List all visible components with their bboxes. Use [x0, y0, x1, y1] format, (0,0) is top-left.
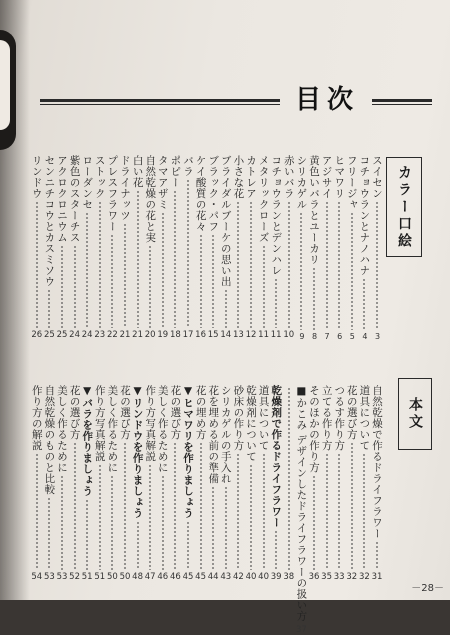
toc-entry — [357, 385, 371, 582]
toc-entry-title: 花の選び方 — [169, 385, 182, 440]
toc-entry-page: 21 — [132, 330, 143, 340]
dot-leader — [376, 201, 378, 330]
toc-entry-title: ブライダルブーケの思い出 — [219, 155, 232, 287]
toc-entry-page: 47 — [144, 572, 156, 582]
toc-entry — [93, 155, 107, 340]
toc-entry — [55, 385, 69, 582]
toc-entry — [105, 385, 119, 582]
toc-entry — [219, 155, 233, 340]
toc-entry — [257, 155, 271, 340]
toc-entry — [231, 385, 245, 582]
toc-entry-title: ■かこみ デザインしたドライフラワーの扱い方 — [295, 385, 308, 622]
toc-entry-page: 8 — [310, 332, 319, 340]
toc-entry-page: 46 — [169, 572, 181, 582]
toc-entry-title: 赤いバラ — [282, 155, 295, 199]
dot-leader — [300, 212, 302, 330]
toc-entry — [282, 385, 296, 582]
toc-entry — [282, 155, 296, 340]
toc-entry-page: 45 — [195, 572, 206, 582]
toc-entry-title: ケイ酸質の花々 — [194, 155, 207, 232]
dot-leader — [124, 442, 126, 570]
toc-entry-page: 52 — [69, 572, 80, 582]
toc-entry-page: 3 — [373, 332, 382, 340]
toc-entry-title: つるす作り方 — [333, 385, 346, 451]
toc-entry — [80, 155, 94, 340]
toc-entry-title: センニチコウとカスミソウ — [43, 155, 56, 287]
toc-entry — [320, 385, 334, 582]
dot-leader — [61, 245, 63, 328]
dot-leader — [313, 267, 315, 330]
toc-entry-page: 11 — [270, 330, 282, 340]
dot-leader — [275, 530, 277, 570]
toc-entry — [181, 155, 195, 340]
dot-leader — [200, 442, 202, 570]
toc-entry — [68, 155, 82, 340]
toc-entry — [206, 385, 220, 582]
toc-entry — [257, 385, 271, 582]
toc-entry-page: 4 — [360, 332, 370, 340]
dot-leader — [351, 442, 353, 570]
toc-entry-page: 20 — [144, 330, 156, 340]
dot-leader — [111, 234, 113, 328]
toc-entry — [194, 385, 208, 582]
dot-leader — [263, 453, 265, 570]
toc-entry — [219, 385, 233, 582]
toc-entry-title: ブラック・パフ — [207, 155, 220, 232]
toc-entry — [332, 155, 346, 340]
dot-leader — [174, 442, 176, 570]
toc-entry-page: 25 — [43, 330, 55, 340]
dot-leader — [86, 499, 88, 571]
toc-entry — [320, 155, 334, 340]
dot-leader — [187, 179, 189, 328]
toc-entry — [30, 385, 44, 582]
opposite-page-edge-inner — [0, 40, 10, 130]
toc-entry — [370, 385, 384, 582]
dot-leader — [212, 486, 214, 570]
page-number: －28－ — [411, 583, 444, 594]
dot-leader — [137, 190, 139, 328]
dot-leader — [338, 201, 340, 330]
toc-entry-page: 40 — [258, 572, 269, 582]
dot-leader — [237, 453, 239, 570]
dot-leader — [288, 387, 290, 570]
toc-entry-page: 21 — [119, 330, 131, 340]
toc-entry-page: 9 — [297, 332, 307, 340]
toc-entry-title: アジサイ — [320, 155, 333, 199]
toc-entry-page: 32 — [358, 572, 370, 582]
toc-entry — [131, 385, 145, 582]
toc-entry-page: 26 — [31, 330, 43, 340]
toc-entry — [345, 385, 359, 582]
toc-entry-page: 24 — [69, 330, 80, 340]
toc-entry-title: 道具について — [358, 385, 371, 451]
toc-entry — [143, 385, 157, 582]
toc-entry — [332, 385, 346, 582]
dot-leader — [363, 278, 365, 330]
toc-entry-title: 立てる作り方 — [320, 385, 333, 451]
toc-entry-page: 5 — [347, 332, 357, 340]
toc-entry-title: シリカゲル — [295, 155, 308, 210]
toc-entry — [244, 155, 258, 340]
toc-entry — [131, 155, 145, 340]
toc-entry-page: 35 — [321, 572, 332, 582]
toc-entry — [118, 385, 132, 582]
toc-entry-title: ▼リンドウを作りましょう — [131, 385, 144, 519]
toc-entry-page: 48 — [132, 572, 143, 582]
dot-leader — [250, 464, 252, 570]
toc-entry-title: ローダンセ — [81, 155, 94, 210]
toc-entry-page: 13 — [232, 330, 244, 340]
toc-entry-title: ストック — [93, 155, 106, 199]
toc-entry-page: 53 — [56, 572, 68, 582]
toc-entry-page: 36 — [308, 572, 320, 582]
toc-entry-page: 16 — [195, 330, 206, 340]
toc-entry-page: 19 — [157, 330, 169, 340]
dot-leader — [162, 212, 164, 328]
toc-entry-page: 15 — [207, 330, 219, 340]
toc-entry-page: 45 — [182, 572, 194, 582]
toc-entry — [42, 155, 56, 340]
toc-entry-title: ヒマワリ — [333, 155, 346, 199]
toc-entry-page: 51 — [94, 572, 106, 582]
toc-entry-page: 18 — [169, 330, 181, 340]
dot-leader — [36, 453, 38, 570]
dot-leader — [86, 212, 88, 328]
toc-entry-page: 40 — [245, 572, 257, 582]
toc-entry — [55, 155, 69, 340]
toc-entry-page: 31 — [371, 572, 383, 582]
toc-entry-title: リンドウ — [30, 155, 43, 199]
section-label-text: カラー口絵 — [396, 164, 412, 250]
toc-entry — [294, 385, 308, 635]
toc-entry-page: 10 — [283, 330, 295, 340]
toc-entry-title: バラ — [182, 155, 194, 177]
toc-entry-page: 17 — [182, 330, 194, 340]
toc-entry-title: タマアザミ — [156, 155, 169, 210]
toc-entry — [68, 385, 82, 582]
dot-leader — [376, 541, 378, 570]
dot-leader — [99, 464, 101, 570]
toc-entry-title: 花の選び方 — [68, 385, 81, 440]
toc-entry-page: 23 — [94, 330, 106, 340]
toc-entry-title: 作り方写真解説 — [93, 385, 106, 462]
dot-leader — [250, 201, 252, 328]
dot-leader — [212, 234, 214, 328]
header-rule-right — [372, 99, 432, 102]
toc-entry — [42, 385, 56, 582]
toc-entry — [105, 155, 119, 340]
dot-leader — [288, 201, 290, 328]
toc-entry — [194, 155, 208, 340]
toc-entry — [269, 155, 283, 340]
toc-entry-title: プレスフラワー — [106, 155, 119, 232]
toc-entry-title: 乾燥剤で作るドライフラワー — [270, 385, 283, 528]
toc-entry-page: 54 — [31, 572, 43, 582]
toc-entry-page: 24 — [81, 330, 93, 340]
dot-leader — [74, 442, 76, 570]
dot-leader — [363, 453, 365, 570]
toc-entry-title: 道具について — [257, 385, 270, 451]
dot-leader — [36, 201, 38, 328]
toc-entry-title: シリカゲルの手入れ — [219, 385, 232, 484]
dot-leader — [48, 497, 50, 570]
toc-entry-title: 白い花 — [131, 155, 144, 188]
toc-entry — [80, 385, 94, 582]
toc-entry-title: ドライナッツ — [119, 155, 131, 221]
toc-entry-title: そのほかの作り方 — [308, 385, 320, 473]
dot-leader — [326, 201, 328, 330]
toc-entry-title: 花の選び方 — [119, 385, 131, 440]
toc-entry — [156, 155, 170, 340]
toc-entry-title: 作り方写真解説 — [144, 385, 157, 462]
toc-entry-page: 22 — [106, 330, 118, 340]
toc-entry-page: 42 — [232, 572, 244, 582]
dot-leader — [338, 453, 340, 570]
toc-entry-title: 自然乾燥で作るドライフラワー — [371, 385, 383, 539]
toc-entry — [294, 155, 308, 340]
toc-entry-title: 自然乾燥のものと比較 — [43, 385, 56, 495]
toc-entry — [168, 155, 182, 340]
toc-entry-page: 25 — [56, 330, 68, 340]
toc-entry — [143, 155, 157, 340]
toc-entry-title: 美しく作るために — [106, 385, 119, 473]
toc-entry-page: 11 — [258, 330, 269, 340]
dot-leader — [48, 289, 50, 328]
toc-entry-title: 紫色のスターチス — [68, 155, 81, 243]
toc-entry-title: 花の埋め方 — [194, 385, 207, 440]
dot-leader — [99, 201, 101, 328]
toc-entry-page: 32 — [346, 572, 358, 582]
dot-leader — [174, 190, 176, 328]
toc-entry — [370, 155, 384, 340]
toc-entry-title: ▼ヒマワリを作りましょう — [182, 385, 194, 519]
toc-entry-title: メタリックローズ — [257, 155, 270, 243]
toc-entry — [168, 385, 182, 582]
toc-entry-title: 作り方の解説 — [30, 385, 43, 451]
dot-leader — [200, 234, 202, 328]
toc-entry-title: 花の選び方 — [345, 385, 358, 440]
toc-entry-page: 50 — [106, 572, 118, 582]
toc-entry — [206, 155, 220, 340]
toc-entry — [231, 155, 245, 340]
toc-entry — [181, 385, 195, 582]
dot-leader — [326, 453, 328, 570]
dot-leader — [149, 464, 151, 570]
dot-leader — [275, 278, 277, 328]
page-title: 目次 — [294, 85, 359, 115]
dot-leader — [137, 521, 139, 571]
toc-entry — [357, 155, 371, 340]
dot-leader — [162, 475, 164, 570]
dot-leader — [263, 245, 265, 328]
toc-entry-title: コチョウランとナノハナ — [358, 155, 371, 276]
header-rule-left — [40, 99, 280, 102]
toc-entry — [345, 155, 359, 340]
toc-entry-title: 黄色いバラとユーカリ — [308, 155, 320, 265]
section-label-main-text — [398, 378, 432, 450]
toc-entry — [93, 385, 107, 582]
dot-leader — [124, 223, 126, 328]
toc-entry-page: 33 — [333, 572, 345, 582]
toc-entry-page: 14 — [220, 330, 232, 340]
dot-leader — [225, 486, 227, 570]
toc-entry-title: ポピー — [169, 155, 182, 188]
dot-leader — [74, 245, 76, 328]
toc-entry-page: 46 — [157, 572, 169, 582]
toc-entry — [156, 385, 170, 582]
toc-entry — [307, 385, 321, 582]
toc-entry-title: ▼バラを作りましょう — [81, 385, 94, 497]
dot-leader — [61, 475, 63, 570]
toc-entry-title: アクロクロニウム — [56, 155, 68, 243]
dot-leader — [149, 245, 151, 328]
toc-entry-page: 50 — [119, 572, 131, 582]
toc-entry-title: 花を埋める前の準備 — [207, 385, 220, 484]
toc-entry-title: 美しく作るために — [56, 385, 68, 473]
toc-entry — [269, 385, 283, 582]
toc-entry-title: 砂床の作り方 — [232, 385, 245, 451]
dot-leader — [313, 475, 315, 570]
section-label-color-plates — [386, 157, 422, 257]
toc-entry-page: 53 — [43, 572, 55, 582]
toc-entry-page: 44 — [207, 572, 219, 582]
toc-entry-page: 12 — [245, 330, 257, 340]
dot-leader — [237, 201, 239, 328]
dot-leader — [111, 475, 113, 570]
toc-entry-page: 37 — [295, 625, 307, 635]
toc-entry-page: 6 — [335, 332, 345, 340]
toc-entry-page: 38 — [283, 572, 295, 582]
section-label-text: 本文 — [407, 397, 423, 431]
toc-entry-title: カトレア — [245, 155, 257, 199]
toc-entry-title: コチョウランとデンハレ — [270, 155, 283, 276]
toc-entry — [244, 385, 258, 582]
toc-entry — [118, 155, 132, 340]
dot-leader — [351, 212, 353, 330]
toc-entry-title: スイセン — [371, 155, 383, 199]
toc-entry — [307, 155, 321, 340]
toc-entry-title: 美しく作るために — [156, 385, 169, 473]
toc-entry-page: 7 — [322, 332, 332, 340]
toc-entry — [30, 155, 44, 340]
dot-leader — [225, 289, 227, 328]
dot-leader — [187, 521, 189, 571]
toc-entry-page: 39 — [270, 572, 282, 582]
toc-entry-page: 43 — [220, 572, 232, 582]
toc-entry-title: 乾燥剤について — [245, 385, 257, 462]
toc-entry-title: フリージャ — [345, 155, 358, 210]
toc-entry-title: 自然乾燥の花と実 — [144, 155, 157, 243]
toc-entry-title: 小さな花 — [232, 155, 245, 199]
toc-entry-page: 51 — [81, 572, 93, 582]
